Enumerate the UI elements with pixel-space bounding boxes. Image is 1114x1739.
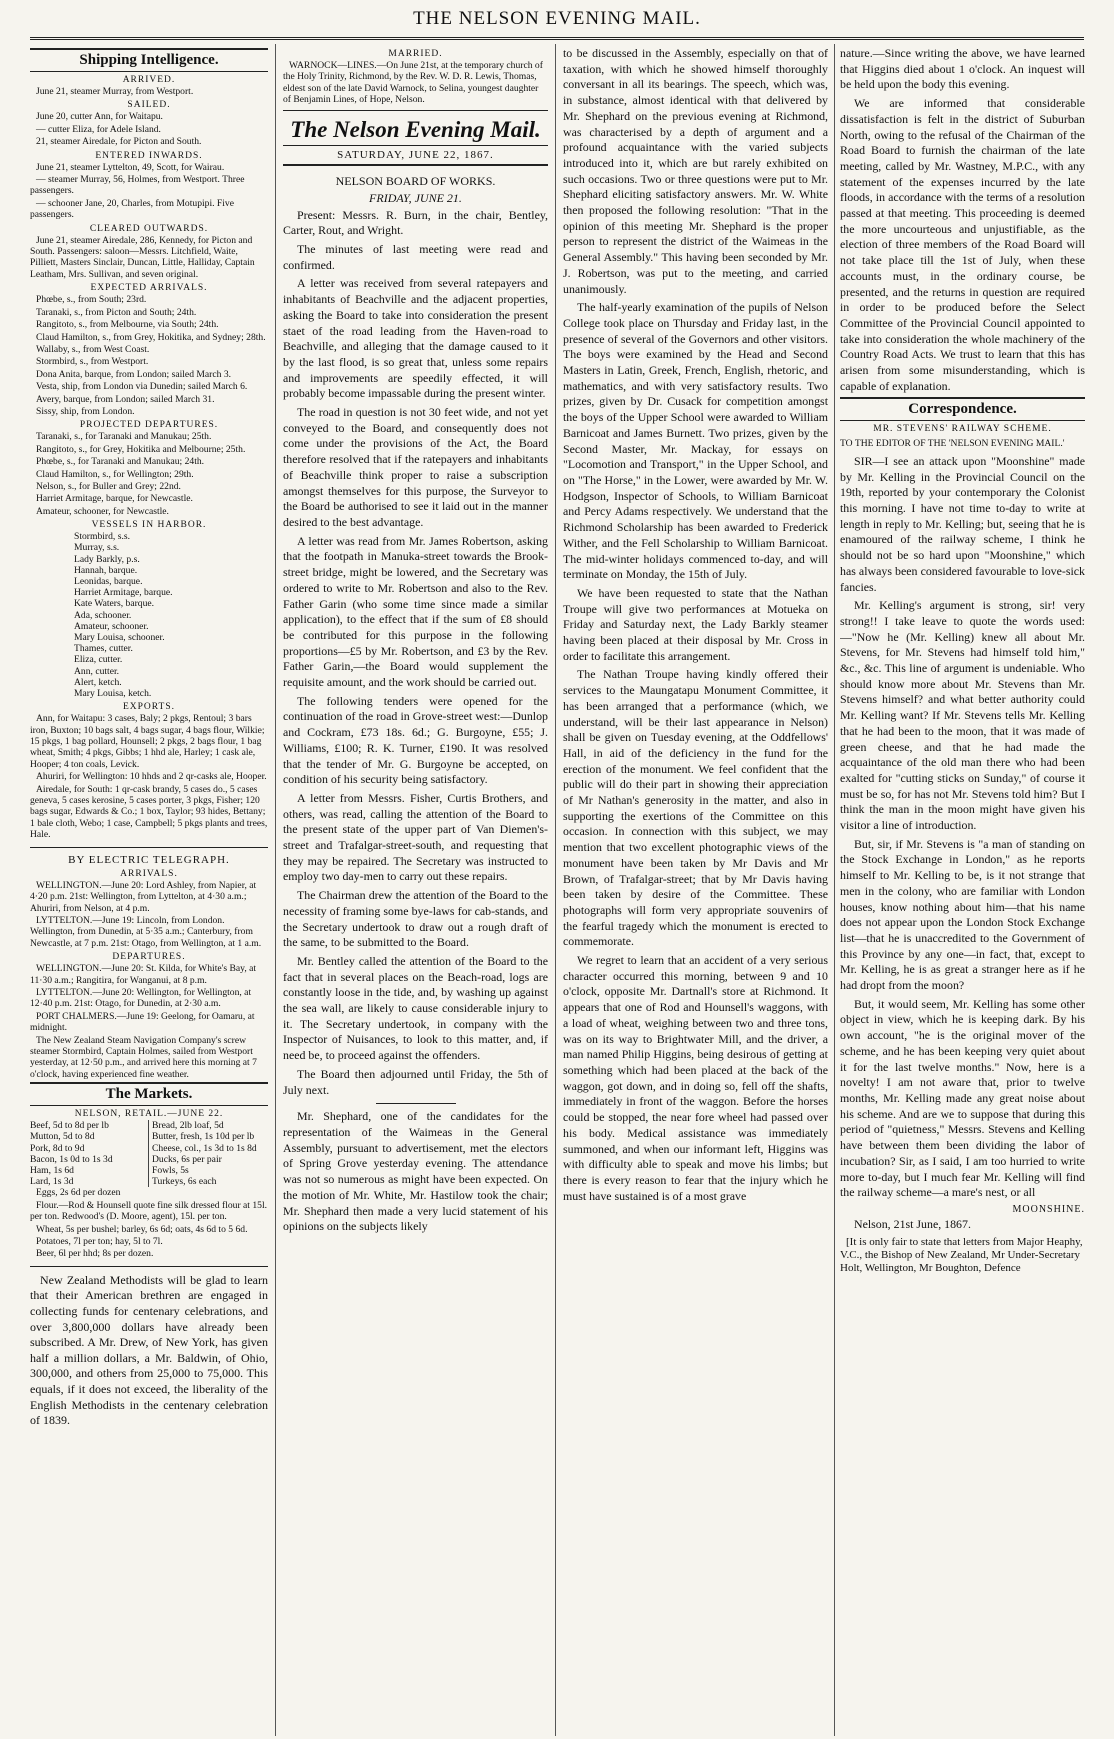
column-3 [563,46,828,1736]
list-item: WELLINGTON.—June 20: St. Kilda, for White's Bay, at 11·30 a.m.; Rangitira, for Wanganui, at 8 p.m. [30,963,257,986]
list-item: Kate Waters, barque. [74,598,155,610]
editor-note [840,1236,1085,1275]
column-rule [555,44,556,1736]
list-item: Rangitoto, s., from Melbourne, via South; 24th. [36,319,219,331]
list-item: Potatoes, 7l per ton; hay, 5l to 7l. [36,1236,163,1248]
list-item: Taranaki, s., for Taranaki and Manukau; 25th. [36,431,212,443]
list-item: Nelson, s., for Buller and Grey; 22nd. [36,480,181,492]
paragraph: The following tenders were opened for the continuation of the road in Grove-street west:—Dunlop and Cockram, £73 18s. 6d.; G. Burgoyne, £55; J. Williams, £100; R. K. Turner, £190. It was resolved that the tender of Mr. G. Burgoyne be accepted, on condition of his security being satisfactory. [283,693,548,787]
married-notice [283,60,548,106]
list-item: Airedale, for South: 1 qr-cask brandy, 5 cases do., 5 cases geneva, 5 cases kerosine, 5 cases porter, 3 pkgs, Fisher; 120 bags sugar, Edwards & Co.; 1 box, Taylor; 93 hides, Bettany; 1 bale cloth, Webo; 1 case, Campbell; 5 pkgs plants and trees, Hale. [30,783,268,841]
list-item: Rangitoto, s., for Grey, Hokitika and Melbourne; 25th. [36,443,246,455]
list-item: Sissy, ship, from London. [36,405,135,417]
signature: MOONSHINE. [1012,1203,1085,1215]
table-cell: Bread, 2lb loaf, 5d [152,1120,224,1132]
paragraph: Mr. Bentley called the attention of the Board to the fact that in several places on the Beach-road, logs are constantly loose in the tide, and, by washing up against the sea wall, are likely to cause considerable injury to it. The Secretary undertook, in company with the Inspector of Nuisances, to look to this matter, and, if need be, to proceed against the offenders. [283,953,548,1063]
paragraph: We regret to learn that an accident of a very serious character occurred this morning, between 9 and 10 o'clock, opposite Mr. Dartnall's store at Richmond. It appears that one of Rod and Hounsell's waggons, with a load of wheat, weighing between two and three tons, was on its way to Brightwater Mill, and the driver, a man named Philip Higgins, being desirous of getting at something which had been placed at the back of the waggon, got down, and in doing so, fell off the shafts, immediately in front of the waggon. Before the horses could be stopped, the near fore wheel had passed over his body. Medical assistance was immediately summoned, and when our informant left, Higgins was with difficulty able to speak and move his limbs; but there is every reason to fear that the injury which he must have sustained is of a most grave [563,953,828,1203]
arrived-heading: ARRIVED. [122,75,176,85]
list-item: Lady Barkly, p.s. [74,553,140,565]
markets-heading: The Markets. [30,1082,268,1106]
markets-table [30,1120,268,1187]
paragraph: The road in question is not 30 feet wide, and not yet conveyed to the Board, and consequently does not come under the provisions of the Act, the Board therefore resolved that if the ratepayers and inhabitants of Beachville think proper to raise a subscription amongst themselves for this purpose, the Surveyor to the Board be authorised to see it laid out in the manner desired to the best advantage. [283,405,548,529]
column-2 [283,46,548,1736]
list-item: Phœbe, s., for Taranaki and Manukau; 24th. [36,456,205,468]
list-item: Alert, ketch. [74,676,122,688]
list-item: Stormbird, s., from Westport. [36,356,149,368]
table-cell: Butter, fresh, 1s 10d per lb [152,1131,255,1143]
board-heading: NELSON BOARD OF WORKS. [335,173,496,188]
paragraph: to be discussed in the Assembly, especially on that of taxation, with which he showed himself thoroughly conversant in all its bearings. The speech, which was, in substance, almost identical with that delivered by Mr. Shephard on the previous evening at Richmond, was characterised by a depth of argument and a profound acquaintance with the varied subjects introduced into it, which are but rarely exhibited on such occasions. Two or three questions were put to Mr. Shephard eliciting satisfactory answers. Mr. W. White then proposed the following resolution: "That in the opinion of this meeting Mr. Shephard is the proper person to represent the district of the Waimeas in the General Assembly." This having been seconded by Mr. J. Robertson, was put to the meeting, and carried unanimously. [563,46,828,296]
list-item: 21, steamer Airedale, for Picton and South. [36,136,202,148]
list-item: Ahuriri, for Wellington: 10 hhds and 2 qr-casks ale, Hooper. [36,771,267,783]
table-cell: Lard, 1s 3d [30,1176,149,1187]
table-cell: Beef, 5d to 8d per lb [30,1120,149,1131]
column-4 [840,46,1085,1736]
list-item: PORT CHALMERS.—June 19: Geelong, for Oamaru, at midnight. [30,1010,255,1034]
sailed-heading: SAILED. [127,100,171,111]
exports-heading: EXPORTS. [122,702,176,713]
masthead-rule [30,37,1084,40]
sailed-list [30,111,268,147]
list-item: — schooner Jane, 20, Charles, from Motupipi. Five passengers. [30,197,234,221]
list-item: Leonidas, barque. [74,576,143,587]
list-item: Flour.—Rod & Hounsell quote fine silk dressed flour at 15l. per ton. Redwood's (D. Moore, agent), 15l. per ton. [30,1199,268,1223]
paragraph: We are informed that considerable dissatisfaction is felt in the district of Suburban North, owing to the refusal of the Chairman of the Road Board to furnish the chairman of the late meeting, called by Mr. Wastney, M.P.C., with any statement of the expenses incurred by the late floods, in accordance with the terms of a resolution passed at that meeting. This proceeding is deemed the more uncourteous and unjustifiable, as the election of three members of the Road Board will not take place till the 1st of July, when these accounts must, in the ordinary course, be presented, and the returns in question are required in order to be produced before the Select Committee of the Provincial Council appointed to take into consideration the whole machinery of the Country Road Acts. We trust to learn that this has arisen from some misunderstanding, which is capable of explanation. [840,96,1085,393]
entered-list [30,162,268,221]
divider [30,1266,268,1267]
list-item: Avery, barque, from London; sailed March 31. [36,393,215,405]
table-cell: Fowls, 5s [152,1165,189,1177]
vessels-heading: VESSELS IN HARBOR. [91,520,207,531]
list-item: Mary Louisa, ketch. [74,688,152,700]
entered-heading: ENTERED INWARDS. [95,150,203,161]
column-rule [275,44,276,1736]
list-item: Eliza, cutter. [74,654,123,666]
list-item: Murray, s.s. [74,542,120,554]
projected-heading: PROJECTED DEPARTURES. [79,420,219,431]
list-item: Vesta, ship, from London via Dunedin; sailed March 6. [36,381,248,393]
paragraph: A letter was read from Mr. James Robertson, asking that the footpath in Manuka-street towards the Brook-street bridge, might be lowered, and the Secretary was ordered to write to Mr. Robertson and also to the Rev. Father Garin (who some time since made a similar application), to the effect that if the sum of £8 should be contributed for this purpose in the following proportions—£5 by Mr. Robertson, and £3 by the Rev. Father Garin,—the Board would supplement the requisite amount, and the work should be carried out. [283,533,548,690]
list-item: The New Zealand Steam Navigation Company's screw steamer Stormbird, Captain Holmes, sailed from Westport yesterday, at 12·50 p.m., and arrived here this morning at 7 o'clock, having experienced fine weather. [30,1034,257,1080]
married-heading: MARRIED. [388,49,443,59]
list-item: Amateur, schooner. [74,620,149,632]
exports-list [30,713,268,840]
dateline: SATURDAY, JUNE 22, 1867. [283,145,548,166]
list-item: LYTTELTON.—June 20: Wellington, for Wellington, at 12·40 p.m. 21st: Otago, for Dunedin, at 2·30 a.m. [30,986,252,1010]
markets-extra [30,1187,268,1259]
letter-body [840,454,1085,1201]
paragraph: A letter was received from several ratepayers and inhabitants of Beachville and the adjacent properties, asking the Board to take into consideration the present staet of the road leading from the Haven-road to Beachville, and alleging that the damage caused to it by the last flood, is so great that, unless some repairs and improvements are speedily effected, it will probably become impassable during the present winter. [283,276,548,401]
editorial-flag: The Nelson Evening Mail. [283,110,548,143]
table-cell: Pork, 8d to 9d [30,1143,149,1154]
telegraph-departures-heading: DEPARTURES. [112,952,186,963]
paragraph: Present: Messrs. R. Burn, in the chair, Bentley, Carter, Rout, and Wright. [283,207,548,238]
list-item: Mary Louisa, schooner. [74,632,165,644]
divider [376,1103,456,1104]
paragraph: Mr. Kelling's argument is strong, sir! very strong!! I take leave to quote the words used:—"Now he (Mr. Kelling) knew all about Mr. Stevens, for Mr. Stevens had himself told him," &c., &c. This line of argument is undeniable. Who should know more about Mr. Stevens than Mr. Stevens himself? and what better authority could Mr. Kelling want? If Mr. Stevens tells Mr. Kelling that he had been to the moon, that it was made of green cheese, and that he had made the acquaintance of the old man there who had been exalted for "cutting sticks on Sunday," of course it must be so, for has not Mr. Stevens told him? But I think the man in the moon might have given his visitor a line of introduction. [840,598,1085,833]
telegraph-arrivals [30,880,268,949]
masthead: THE NELSON EVENING MAIL. [413,8,701,29]
divider [30,847,268,848]
paragraph: But, it would seem, Mr. Kelling has some other object in view, which he is keeping dark. By his own account, "he is the original mover of the scheme, and he has been keeping very quiet about it for the last twelve months." Now, here is a novelty! I am not aware that, prior to twelve months, Mr. Kelling made any great noise about his scheme. And are we to suppose that during this period of "quietness," Messrs. Stevens and Kelling have between them been dividing the labor of incubation? Sir, as I said, I am too hurried to write more to-day, but I much fear Mr. Kelling will find the railway scheme—a mare's nest, or all [840,996,1085,1200]
telegraph-arrivals-heading: ARRIVALS. [120,868,178,879]
column-rule [834,44,835,1736]
list-item: Stormbird, s.s. [74,531,130,543]
table-cell: Turkeys, 6s each [152,1176,217,1188]
list-item: Wheat, 5s per bushel; barley, 6s 6d; oats, 4s 6d to 5 6d. [36,1223,248,1235]
list-item: — cutter Eliza, for Adele Island. [36,123,161,135]
paragraph: The Chairman drew the attention of the Board to the necessity of framing some bye-laws for cab-stands, and the Secretary undertook to draw out a rough draft of the same, to be submitted to the Board. [283,888,548,950]
list-item: June 20, cutter Ann, for Waitapu. [36,111,163,123]
table-cell: Ham, 1s 6d [30,1165,149,1176]
list-item: June 21, steamer Lyttelton, 49, Scott, for Wairau. [36,161,225,173]
paragraph: The half-yearly examination of the pupils of Nelson College took place on Thursday and Friday last, in the presence of several of the Governors and other visitors. The boys were examined by the Head and Second Masters in Latin, Greek, French, English, rhetoric, and mathematics, and with very satisfactory results. Two prizes, given by Dr. Cusack for competition amongst the boys of the Upper School were awarded to William Barnicoat and James Burnett. Two prizes, given by the Second Master, Mr. Mackay, for essays on "Locomotion and Transport," in the Upper School, and on "The Horse," in the Lower, were awarded by Mr. W. Hodgson, Inspector of Schools, to William Barnicoat and Percy Adams respectively. We understand that the Richmond Scholarship has been awarded to Frederick Wither, and the Fell Scholarship to William Barnicoat. The mid-winter holidays commenced to-day, and will terminate on Monday, the 15th of July. [563,300,828,582]
vessels-list [30,531,268,699]
list-item: Hannah, barque. [74,564,138,576]
arrived-list [30,86,268,97]
list-item: Claud Hamilton, s., from Grey, Hokitika, and Sydney; 28th. [36,331,266,343]
paragraph: We have been requested to state that the Nathan Troupe will give two performances at Motueka on Friday and Saturday next, the Lady Barkly steamer having been placed at their disposal by Mr. Cross in order to facilitate this arrangement. [563,585,828,663]
list-item: Beer, 6l per hhd; 8s per dozen. [36,1248,154,1260]
to-editor: TO THE EDITOR OF THE 'NELSON EVENING MAIL.' [840,438,1065,450]
paragraph: The Nathan Troupe having kindly offered their services to the Maungatapu Monument Committee, it has been arranged that a performance (which, we understand, will be their last appearance in Nelson) shall be given on Tuesday evening, at the Oddfellows' Hall, in aid of the deficiency in the fund for the erection of the monument. We feel confident that the public will do their part in showing their appreciation of Mr Nathan's generosity in the matter, and also in supporting the exertions of the Committee on this occasion. In connection with this subject, we may mention that two excellent photographic views of the monument have been taken by Mr Davis and Mr Brown, of Trafalgar-street; that by Mr Davis having been taken by desire of the Committee. These photographs will form very appropriate souvenirs of the fearful tragedy which the monument is erected to commemorate. [563,667,828,949]
expected-heading: EXPECTED ARRIVALS. [90,283,208,294]
projected-list [30,431,268,517]
table-cell: Bacon, 1s 0d to 1s 3d [30,1154,149,1165]
table-cell: Ducks, 6s per pair [152,1153,222,1165]
shipping-heading: Shipping Intelligence. [30,48,268,72]
paragraph: nature.—Since writing the above, we have learned that Higgins died about 1 o'clock. An inquest will be held upon the body this evening. [840,46,1085,92]
letter-title: MR. STEVENS' RAILWAY SCHEME. [873,424,1052,435]
list-item: Thames, cutter. [74,643,133,655]
list-item: June 21, steamer Murray, from Westport. [36,86,194,97]
list-item: WELLINGTON.—June 20: Lord Ashley, from Napier, at 4·20 p.m. 21st: Wellington, from Lyttelton, at 4·30 a.m.; Ahuriri, from Nelson, at 4 p.m. [30,879,257,914]
list-item: Phœbe, s., from South; 23rd. [36,294,147,306]
list-item: June 21, steamer Airedale, 286, Kennedy, for Picton and South. Passengers: saloon—Messrs. Litchfield, Waite, Pilliett, Masters Sinclair, Duncan, Little, Halliday, Captain Leatham, Mrs. Sullivan, and seven original. [30,234,255,280]
news-paragraphs [563,46,828,1204]
paragraph: The Board then adjourned until Friday, the 5th of July next. [283,1066,548,1097]
cleared-heading: CLEARED OUTWARDS. [89,223,209,234]
list-item: LYTTELTON.—June 19: Lincoln, from London. Wellington, from Dunedin, at 5·35 a.m.; Canterbury, from Newcastle, at 7 p.m. 21st: Otago, from Wellington, at 1 a.m. [30,914,262,949]
list-item: — steamer Murray, 56, Holmes, from Westport. Three passengers. [30,174,245,197]
place-date [840,1217,1085,1233]
paragraph: But, sir, if Mr. Stevens is "a man of standing on the Stock Exchange in London," as he reports himself to Mr. Kelling to be, is it not strange that men in the colony, who are familiar with London houses, know nothing about him—that his name does not appear upon the London Stock Exchange list—that he is unaccredited to the Government of this Province by any one—in fact, that, except to Mr. Kelling, he is as great a stranger here as if he had dropt from the moon? [840,836,1085,993]
list-item: Amateur, schooner, for Newcastle. [36,505,169,517]
paragraph: SIR—I see an attack upon "Moonshine" made by Mr. Kelling in the Provincial Council on the 19th, reported by your contemporary the Colonist this morning. I have not time to-day to write at length in reply to Mr. Kelling; but, seeing that he is enamoured of the railway scheme, I think he should not be so hard upon "Moonshine," which has always been considered favourable to love-sick fancies. [840,453,1085,594]
paragraph: The minutes of last meeting were read and confirmed. [283,242,548,272]
cleared-list [30,235,268,281]
paragraph: Mr. Shephard, one of the candidates for the representation of the Waimeas in the General Assembly, pursuant to advertisement, met the electors of Spring Grove yesterday evening. The attendance was not so numerous as might have been expected. On the motion of Mr. White, Mr. Hastilow took the chair; Mr. Shephard then made a very lucid statement of his opinions on the subjects likely [283,1109,548,1234]
column-1 [30,46,268,1736]
correspondence-heading: Correspondence. [840,397,1085,421]
methodists-paragraph: New Zealand Methodists will be glad to learn that their American brethren are engaged in collecting funds for centenary celebrations, and over 3,800,000 dollars have already been subscribed. A Mr. Drew, of New York, has given half a million dollars, a Mr. Baldwin, of Ohio, 300,000, and others from 25,000 to 75,000. This equals, if it does not exceed, the liberality of the English Methodists in the centenary celebration of 1839. [30,1272,268,1428]
list-item: Wallaby, s., from West Coast. [36,343,150,355]
board-report [283,208,548,1099]
married-text: WARNOCK—LINES.—On June 21st, at the temporary church of the Holy Trinity, Richmond, by the Rev. W. D. R. Lewis, Thomas, eldest son of the late David Warnock, to Selina, youngest daughter of Benjamin Lines, of Hope, Nelson. [283,60,543,106]
list-item: Dona Anita, barque, from London; sailed March 3. [36,368,232,380]
list-item: Taranaki, s., from Picton and South; 24th. [36,306,197,318]
markets-subheading: NELSON, RETAIL.—JUNE 22. [74,1109,224,1120]
news-paragraphs [840,46,1085,394]
list-item: Harriet Armitage, barque, for Newcastle. [36,493,193,505]
expected-list [30,294,268,417]
telegraph-heading: BY ELECTRIC TELEGRAPH. [68,853,230,866]
list-item: Ann, cutter. [74,665,120,677]
board-date: FRIDAY, JUNE 21. [369,190,462,205]
telegraph-departures [30,963,268,1080]
paragraph: A letter from Messrs. Fisher, Curtis Brothers, and others, was read, calling the attention of the Board to the present state of the upper part of Van Diemen's-street and Trafalgar-street-south, and requesting that they may be repaired. The Secretary was instructed to employ two day-men to carry out these repairs. [283,790,548,884]
shephard-report [283,1109,548,1235]
list-item: Ada, schooner. [74,609,132,621]
list-item: Claud Hamilton, s., for Wellington; 29th. [36,468,194,480]
list-item: Eggs, 2s 6d per dozen [36,1187,121,1199]
paragraph: Nelson, 21st June, 1867. [854,1216,971,1231]
table-cell: Cheese, col., 1s 3d to 1s 8d [152,1142,257,1154]
list-item: Ann, for Waitapu: 3 cases, Baly; 2 pkgs, Rentoul; 3 bars iron, Buxton; 10 bags salt, 4 bags sugar, 4 bags flour, Wilkie; 15 pkgs, 1 bag pollard, Hounsell; 2 pkgs, 2 bags flour, 1 bag wheat, Smith; 4 pkgs, Gibbs; 1 hhd ale, Harley; 1 cask ale, Hooper; 4 ton coals, Levick. [30,713,265,770]
list-item: Harriet Armitage, barque. [74,587,173,599]
note-text: [It is only fair to state that letters from Major Heaphy, V.C., the Bishop of New Zealand, Mr Under-Secretary Holt, Wellington, Mr Boughton, Defence [840,1235,1083,1274]
table-cell: Mutton, 5d to 8d [30,1131,149,1142]
